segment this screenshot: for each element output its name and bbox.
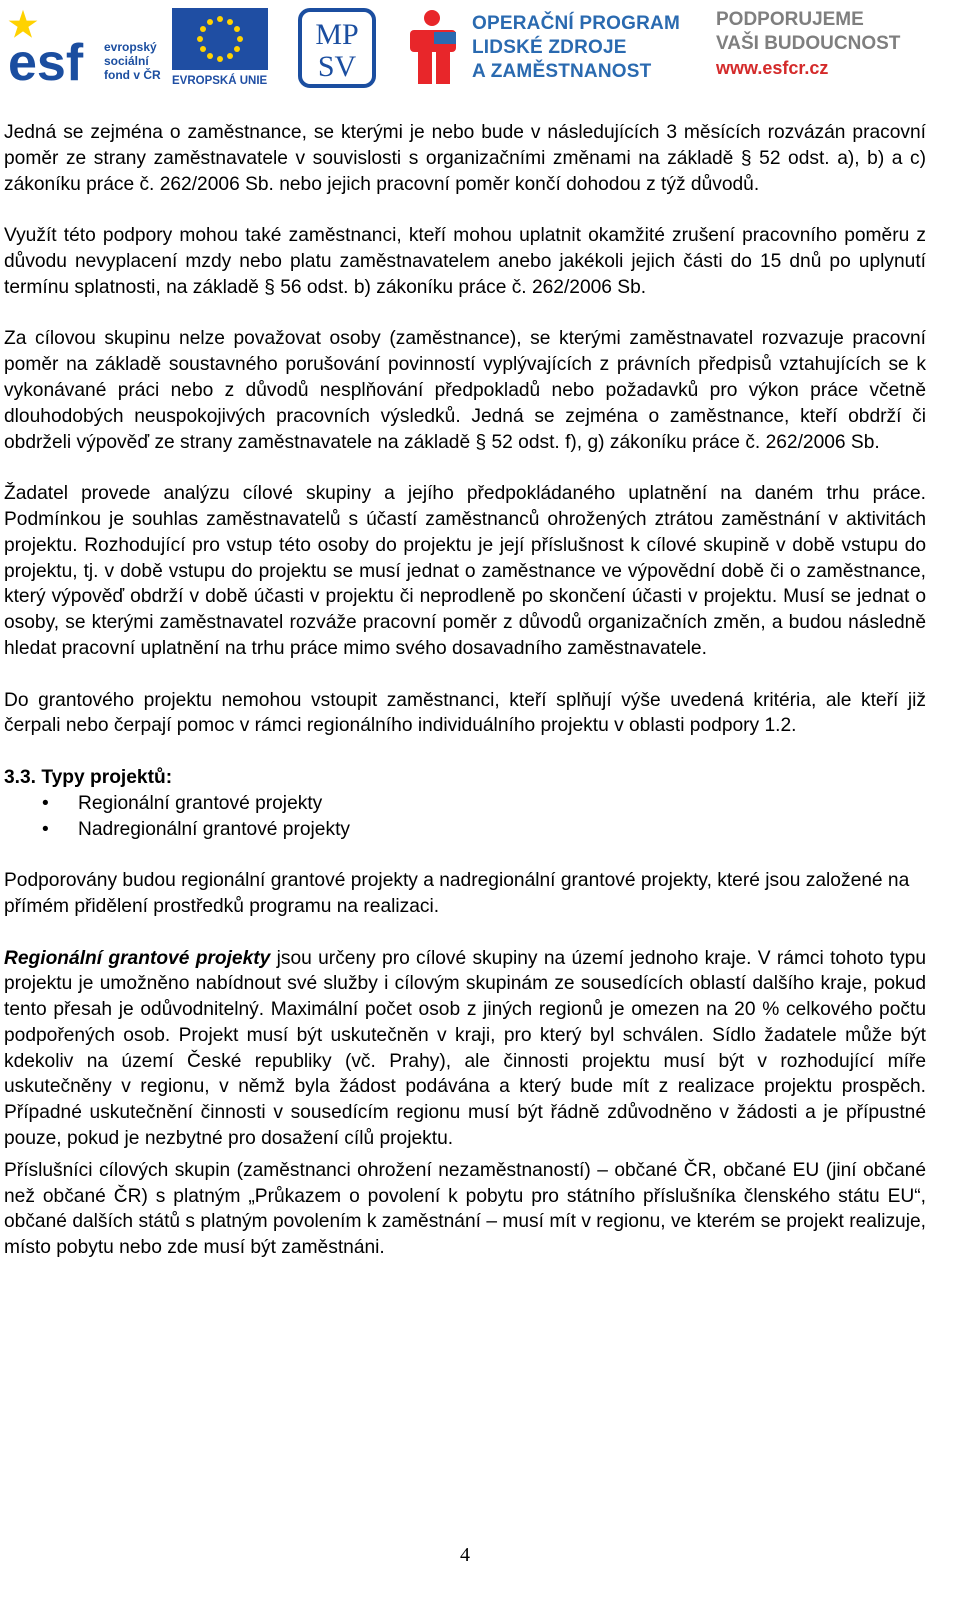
svg-text:MP: MP: [315, 18, 359, 51]
esf-logo-text: esf: [8, 34, 84, 86]
esf-caption: [104, 40, 164, 82]
project-types-list: [4, 791, 926, 843]
bullet-icon: •: [42, 818, 49, 840]
list-item-text: Regionální grantové projekty: [78, 792, 323, 814]
oplz-text: [472, 12, 680, 84]
paragraph-target-group-members: Příslušníci cílových skupin (zaměstnanci ohrožení nezaměstnaností) – občané ČR, občané EU (jiní občané než občané ČR) s platným „Průkazem o povolení k pobytu pro státního příslušníka členského státu EU“, občané dalších států s platným povolením k zaměstnání – musí mít v regionu, ve kterém se projekt realizuje, místo pobytu nebo zde musí být zaměstnáni.: [4, 1159, 926, 1259]
esfcr-url: www.esfcr.cz: [716, 58, 829, 78]
podporujeme-line: VAŠI BUDOUCNOST: [716, 33, 901, 54]
oplz-line: OPERAČNÍ PROGRAM: [472, 13, 680, 34]
oplz-logo: [410, 8, 680, 88]
document-body: [4, 120, 926, 1287]
esf-logo: [6, 8, 98, 86]
oplz-line: LIDSKÉ ZDROJE: [472, 37, 627, 58]
section-heading: 3.3. Typy projektů:: [4, 766, 173, 788]
esf-logo-graphic: [6, 8, 98, 86]
paragraph-applicant-analysis: Žadatel provede analýzu cílové skupiny a jejího předpokládaného uplatnění na daném trhu práce. Podmínkou je souhlas zaměstnavatelů s účastí zaměstnanců ohrožených ztrátou zaměstnání v aktivitách projektu. Rozhodující pro vstup této osoby do projektu je její příslušnost k cílové skupině v době vstupu do projektu, tj. v době vstupu do projektu se musí jednat o zaměstnance ve výpovědní době či o zaměstnance, který výpověď obdrží v době účasti v projektu či neprodleně po skončení účasti v projektu. Musí se jednat o osoby, se kterými zaměstnavatel rozváže pracovní poměr z důvodů organizačních změn, a budou následně hledat pracovní uplatnění na trhu práce mimo svého dosavadního zaměstnavatele.: [4, 483, 926, 659]
regional-projects-text: jsou určeny pro cílové skupiny na území jednoho kraje. V rámci tohoto typu projektu je umožněno nabídnout své služby i cílovým skupinám ze sousedících oblastí dalšího kraje, pokud tento přesah je odůvodnitelný. Maximální počet osob z jiných regionů je omezen na 20 % celkového počtu podpořených osob. Projekt musí být uskutečněn v kraji, pro který byl schválen. Sídlo žadatele může být kdekoliv na území České republiky (vč. Prahy), ale činnosti projektu musí být v rozhodující míře uskutečněny v regionu, v němž byla žádost podávána a který bude mít z realizace projektu prospěch. Případné uskutečnění činnosti v sousedícím regionu musí být řádně zdůvodněno v žádosti a je přípustné pouze, pokud je nezbytné pro dosažení cílů projektu.: [4, 947, 926, 1150]
list-item: [4, 791, 926, 817]
paragraph-regional-projects: [4, 946, 926, 1152]
oplz-line: A ZAMĚSTNANOST: [472, 61, 652, 82]
mpsv-logo: [298, 8, 376, 88]
eu-caption: EVROPSKÁ UNIE: [172, 75, 268, 86]
regional-projects-term: Regionální grantové projekty: [4, 947, 271, 969]
paragraph-target-group-2: Využít této podpory mohou také zaměstnanci, kteří mohou uplatnit okamžité zrušení pracovního poměru z důvodu nevyplacení mzdy nebo platu zaměstnavatelem anebo jakékoli jejich části do 15 dnů po uplynutí termínu splatnosti, na základě § 56 odst. b) zákoníku práce č. 262/2006 Sb.: [4, 225, 926, 298]
paragraph-supported-projects: Podporovány budou regionální grantové projekty a nadregionální grantové projekty, které jsou založené na přímém přidělení prostředků programu na realizaci.: [4, 870, 910, 917]
esf-caption-line: evropský: [104, 40, 157, 54]
esf-caption-line: sociální: [104, 54, 149, 68]
podporujeme-line: PODPORUJEME: [716, 9, 864, 30]
logo-header: [0, 0, 960, 100]
bullet-icon: •: [42, 792, 49, 814]
eu-flag-icon: [172, 8, 268, 86]
list-item: [4, 817, 926, 843]
oplz-figure-icon: [410, 8, 460, 88]
paragraph-entry-restriction: Do grantového projektu nemohou vstoupit zaměstnanci, kteří splňují výše uvedená kritéria, ale kteří již čerpali nebo čerpají pomoc v rámci regionálního individuálního projektu v oblasti podpory 1.2.: [4, 689, 926, 737]
list-item-text: Nadregionální grantové projekty: [78, 818, 350, 840]
esf-caption-line: fond v ČR: [104, 68, 161, 82]
podporujeme-logo: [716, 8, 956, 88]
paragraph-excluded-group: Za cílovou skupinu nelze považovat osoby (zaměstnance), se kterými zaměstnavatel rozvazuje pracovní poměr na základě soustavného porušování povinností vyplývajících z právních předpisů vztahujících se k vykonávané práci nebo z důvodů nesplňování předpokladů nebo požadavků pro výkon práce včetně dlouhodobých neuspokojivých pracovních výsledků. Jedná se zejména o zaměstnance, kteří obdrží či obdrželi výpověď ze strany zaměstnavatele na základě § 52 odst. f), g) zákoníku práce č. 262/2006 Sb.: [4, 328, 926, 453]
page-number: 4: [460, 1544, 470, 1566]
svg-text:SV: SV: [317, 50, 357, 83]
paragraph-target-group-1: Jedná se zejména o zaměstnance, se kterými je nebo bude v následujících 3 měsících rozvázán pracovní poměr ze strany zaměstnavatele v souvislosti s organizačními změnami na základě § 52 odst. a), b) a c) zákoníku práce č. 262/2006 Sb. nebo jejich pracovní poměr končí dohodou z týž důvodů.: [4, 122, 926, 195]
mpsv-logo-graphic: [298, 8, 376, 88]
eu-flag-logo: [172, 8, 268, 86]
